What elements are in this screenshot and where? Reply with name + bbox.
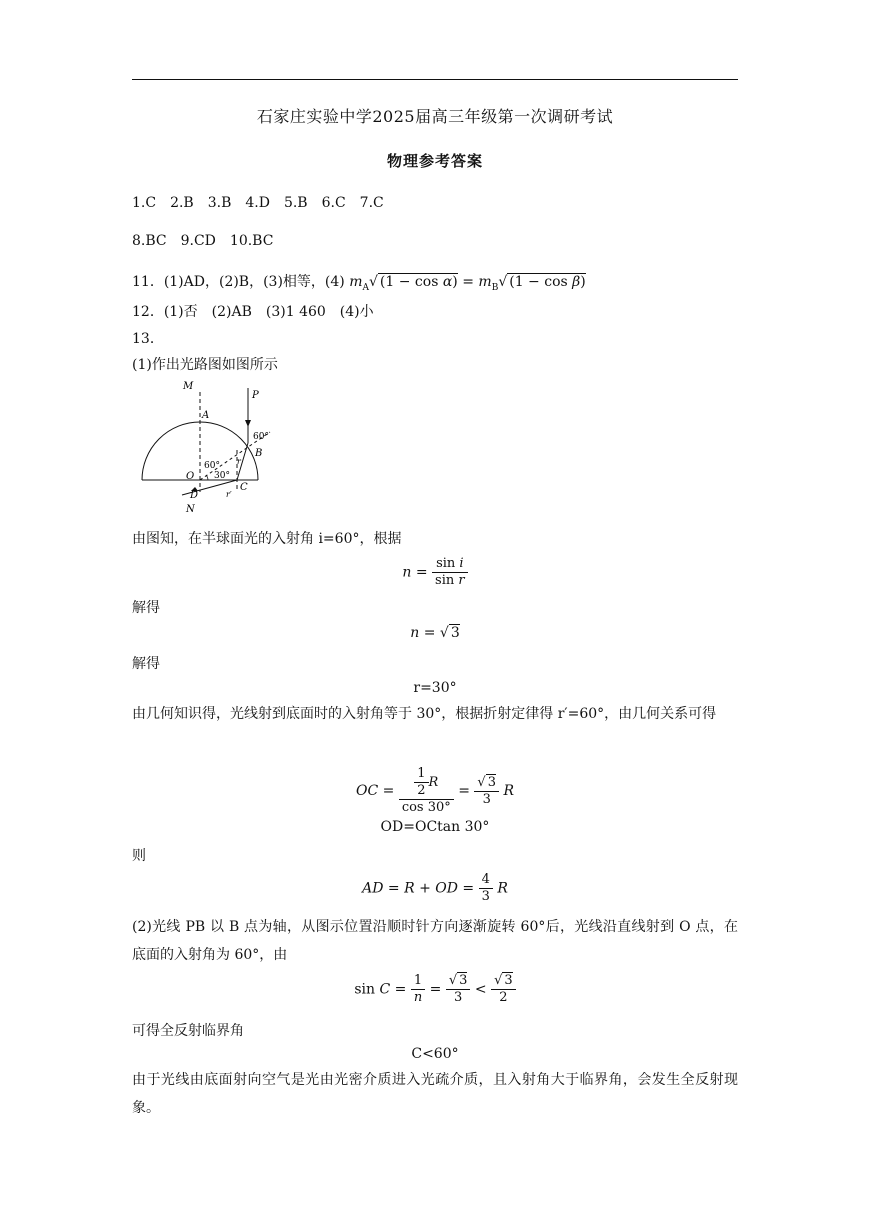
angle-arc: [206, 475, 208, 480]
answer-13: 13．: [132, 331, 164, 347]
solution-step-1: (1)作出光路图如图所示: [132, 357, 278, 373]
solution-step-10: 可得全反射临界角: [132, 1023, 244, 1039]
label-b: B: [255, 448, 263, 459]
formula-c-60: C<60°: [411, 1046, 459, 1062]
document-title: 石家庄实验中学2025届高三年级第一次调研考试: [256, 107, 614, 126]
formula-oc: OC = $\frac{1}{2}$ R cos 30° = $\frac{√ 3}{3}$ R: [355, 766, 514, 815]
label-r-prime: r′: [226, 490, 232, 499]
document-subtitle: 物理参考答案: [386, 152, 483, 170]
label-m: M: [183, 381, 194, 392]
formula-sin-c: sin C = $\frac{1}{n}$ = $\frac{√ 3}{3}$ < $\frac{√ 3}{2}$: [0, 973, 870, 1006]
label-a: A: [202, 410, 210, 421]
answers-line-2: 8.BC 9.CD 10.BC: [132, 233, 274, 249]
light-path-diagram: [130, 380, 280, 515]
top-rule: [132, 79, 738, 80]
formula-od: OD=OCtan 30°: [380, 819, 490, 835]
solution-step-6: 由几何知识得，光线射到底面时的入射角等于 30°，根据折射定律得 r′=60°，由几何关系可得: [132, 706, 717, 722]
solution-step-2: 由图知，在半球面光的入射角 i=60°，根据: [132, 531, 402, 547]
solution-step-9: (2)光线 PB 以 B 点为轴，从图示位置沿顺时针方向逐渐旋转 60°后，光线沿直线射到 O 点，在底面的入射角为 60°，由: [132, 919, 738, 963]
formula-ad: AD = R + OD = $\frac{4}{3}$ R: [362, 872, 508, 904]
answer-11-formula: $m_A√$ $(1 - \cos \alpha) = m_B√$ (1 − cos β): [349, 274, 586, 293]
solution-step-4: 解得: [132, 656, 160, 672]
label-d: D: [190, 490, 199, 501]
formula-n-sin: n = $\frac{\text{sin i}}{\text{sin r}}$: [0, 556, 870, 589]
label-angle-60-top: 60°: [253, 432, 269, 442]
label-c: C: [240, 482, 248, 493]
label-o: O: [186, 471, 195, 482]
label-p: P: [252, 390, 259, 401]
solution-step-12: 由于光线由底面射向空气是光由光密介质进入光疏介质，且入射角大于临界角，会发生全反射现象。: [132, 1072, 738, 1116]
label-n: N: [186, 504, 195, 515]
label-angle-60: 60°: [204, 461, 220, 471]
solution-step-8: 则: [132, 848, 146, 864]
formula-n-sqrt3: n = √ 3: [410, 625, 460, 641]
formula-r-30: r=30°: [413, 680, 457, 696]
answer-11: [132, 271, 586, 293]
label-r: r: [237, 457, 241, 466]
label-angle-30: 30°: [214, 471, 230, 481]
answers-line-1: 1.C 2.B 3.B 4.D 5.B 6.C 7.C: [132, 195, 384, 211]
answer-12: 12．(1)否 (2)AB (3)1 460 (4)小: [132, 304, 374, 320]
solution-step-3: 解得: [132, 600, 160, 616]
answer-11-text: 11．(1)AD，(2)B，(3)相等，(4): [132, 274, 345, 290]
arrow-down-icon: [245, 420, 251, 427]
